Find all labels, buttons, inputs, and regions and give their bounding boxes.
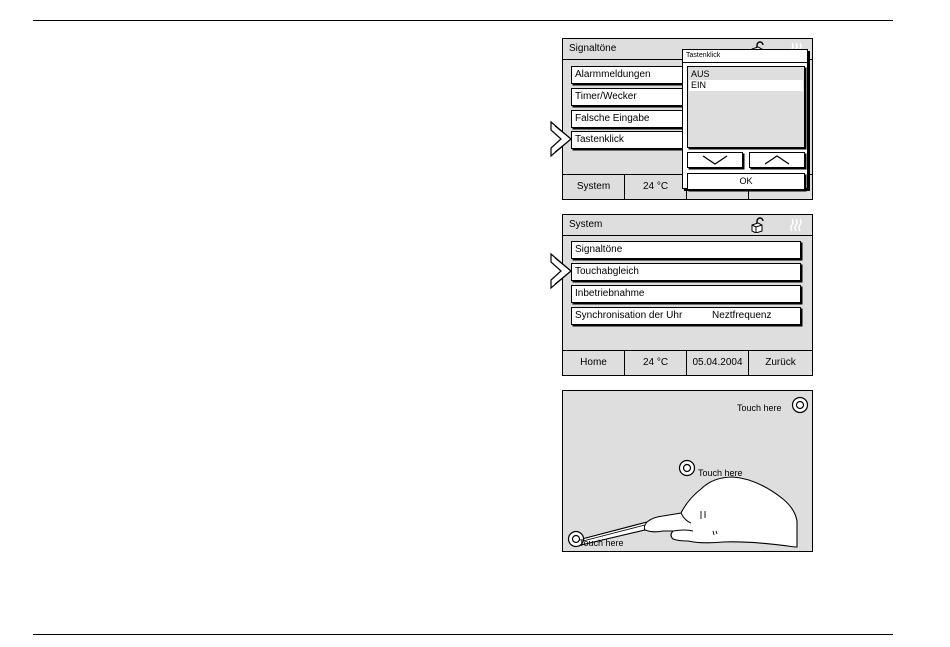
option-list [687,66,805,148]
screen-footer [563,350,812,375]
footer-back-button[interactable]: Zurück [765,357,796,368]
option-aus[interactable]: AUS [691,69,710,79]
scroll-down-button[interactable] [687,152,743,168]
top-rule [33,20,893,21]
menu-item-label: Tastenklick [575,134,624,145]
touch-label-center: Touch here [698,468,743,478]
menu-item-label: Alarmmeldungen [575,69,651,80]
touch-label-bottom-left: Touch here [579,538,624,548]
pointer-arrow-icon [548,252,574,290]
menu-item-alarmmeldungen[interactable] [571,66,685,84]
chevron-up-icon [749,152,805,168]
menu-item-label: Falsche Eingabe [575,113,650,124]
menu-item-label: Signaltöne [575,244,623,255]
touch-calibration-screen [562,390,813,552]
menu-item-label: Touchabgleich [575,266,639,277]
menu-item-falsche-eingabe[interactable] [571,110,685,128]
scroll-up-button[interactable] [749,152,805,168]
screen-title: Signaltöne [569,43,617,54]
footer-temperature: 24 °C [625,351,687,375]
menu-item-tastenklick[interactable] [571,131,685,149]
footer-date: 05.04.2004 [687,351,749,375]
pointer-arrow-icon [548,120,574,158]
option-ein[interactable]: EIN [689,80,803,91]
screen-title-bar [563,215,812,236]
lock-icon [750,217,766,233]
heating-icon [789,218,803,232]
menu-item-synchronisation[interactable] [571,307,801,325]
target-circle-icon[interactable] [791,396,809,414]
menu-item-label: Inbetriebnahme [575,288,645,299]
popup-title: Tastenklick [683,50,807,63]
menu-item-label: Synchronisation der Uhr [575,310,683,321]
menu-item-touchabgleich[interactable] [571,263,801,281]
bottom-rule [33,634,893,635]
touch-label-top-right: Touch here [737,403,782,413]
ok-button[interactable]: OK [687,173,805,190]
menu-item-signaltoene[interactable] [571,241,801,259]
footer-system-button[interactable]: System [563,175,625,199]
screen-title: System [569,219,603,230]
menu-item-label: Timer/Wecker [575,91,637,102]
footer-home-button[interactable]: Home [563,351,625,375]
tastenklick-popup [682,49,808,189]
menu-item-value: Neztfrequenz [712,310,772,321]
footer-temperature: 24 °C [625,175,687,199]
menu-item-timer-wecker[interactable] [571,88,685,106]
chevron-down-icon [687,152,743,168]
system-screen [562,214,813,376]
menu-item-inbetriebnahme[interactable] [571,285,801,303]
signaltoene-screen [562,38,813,200]
